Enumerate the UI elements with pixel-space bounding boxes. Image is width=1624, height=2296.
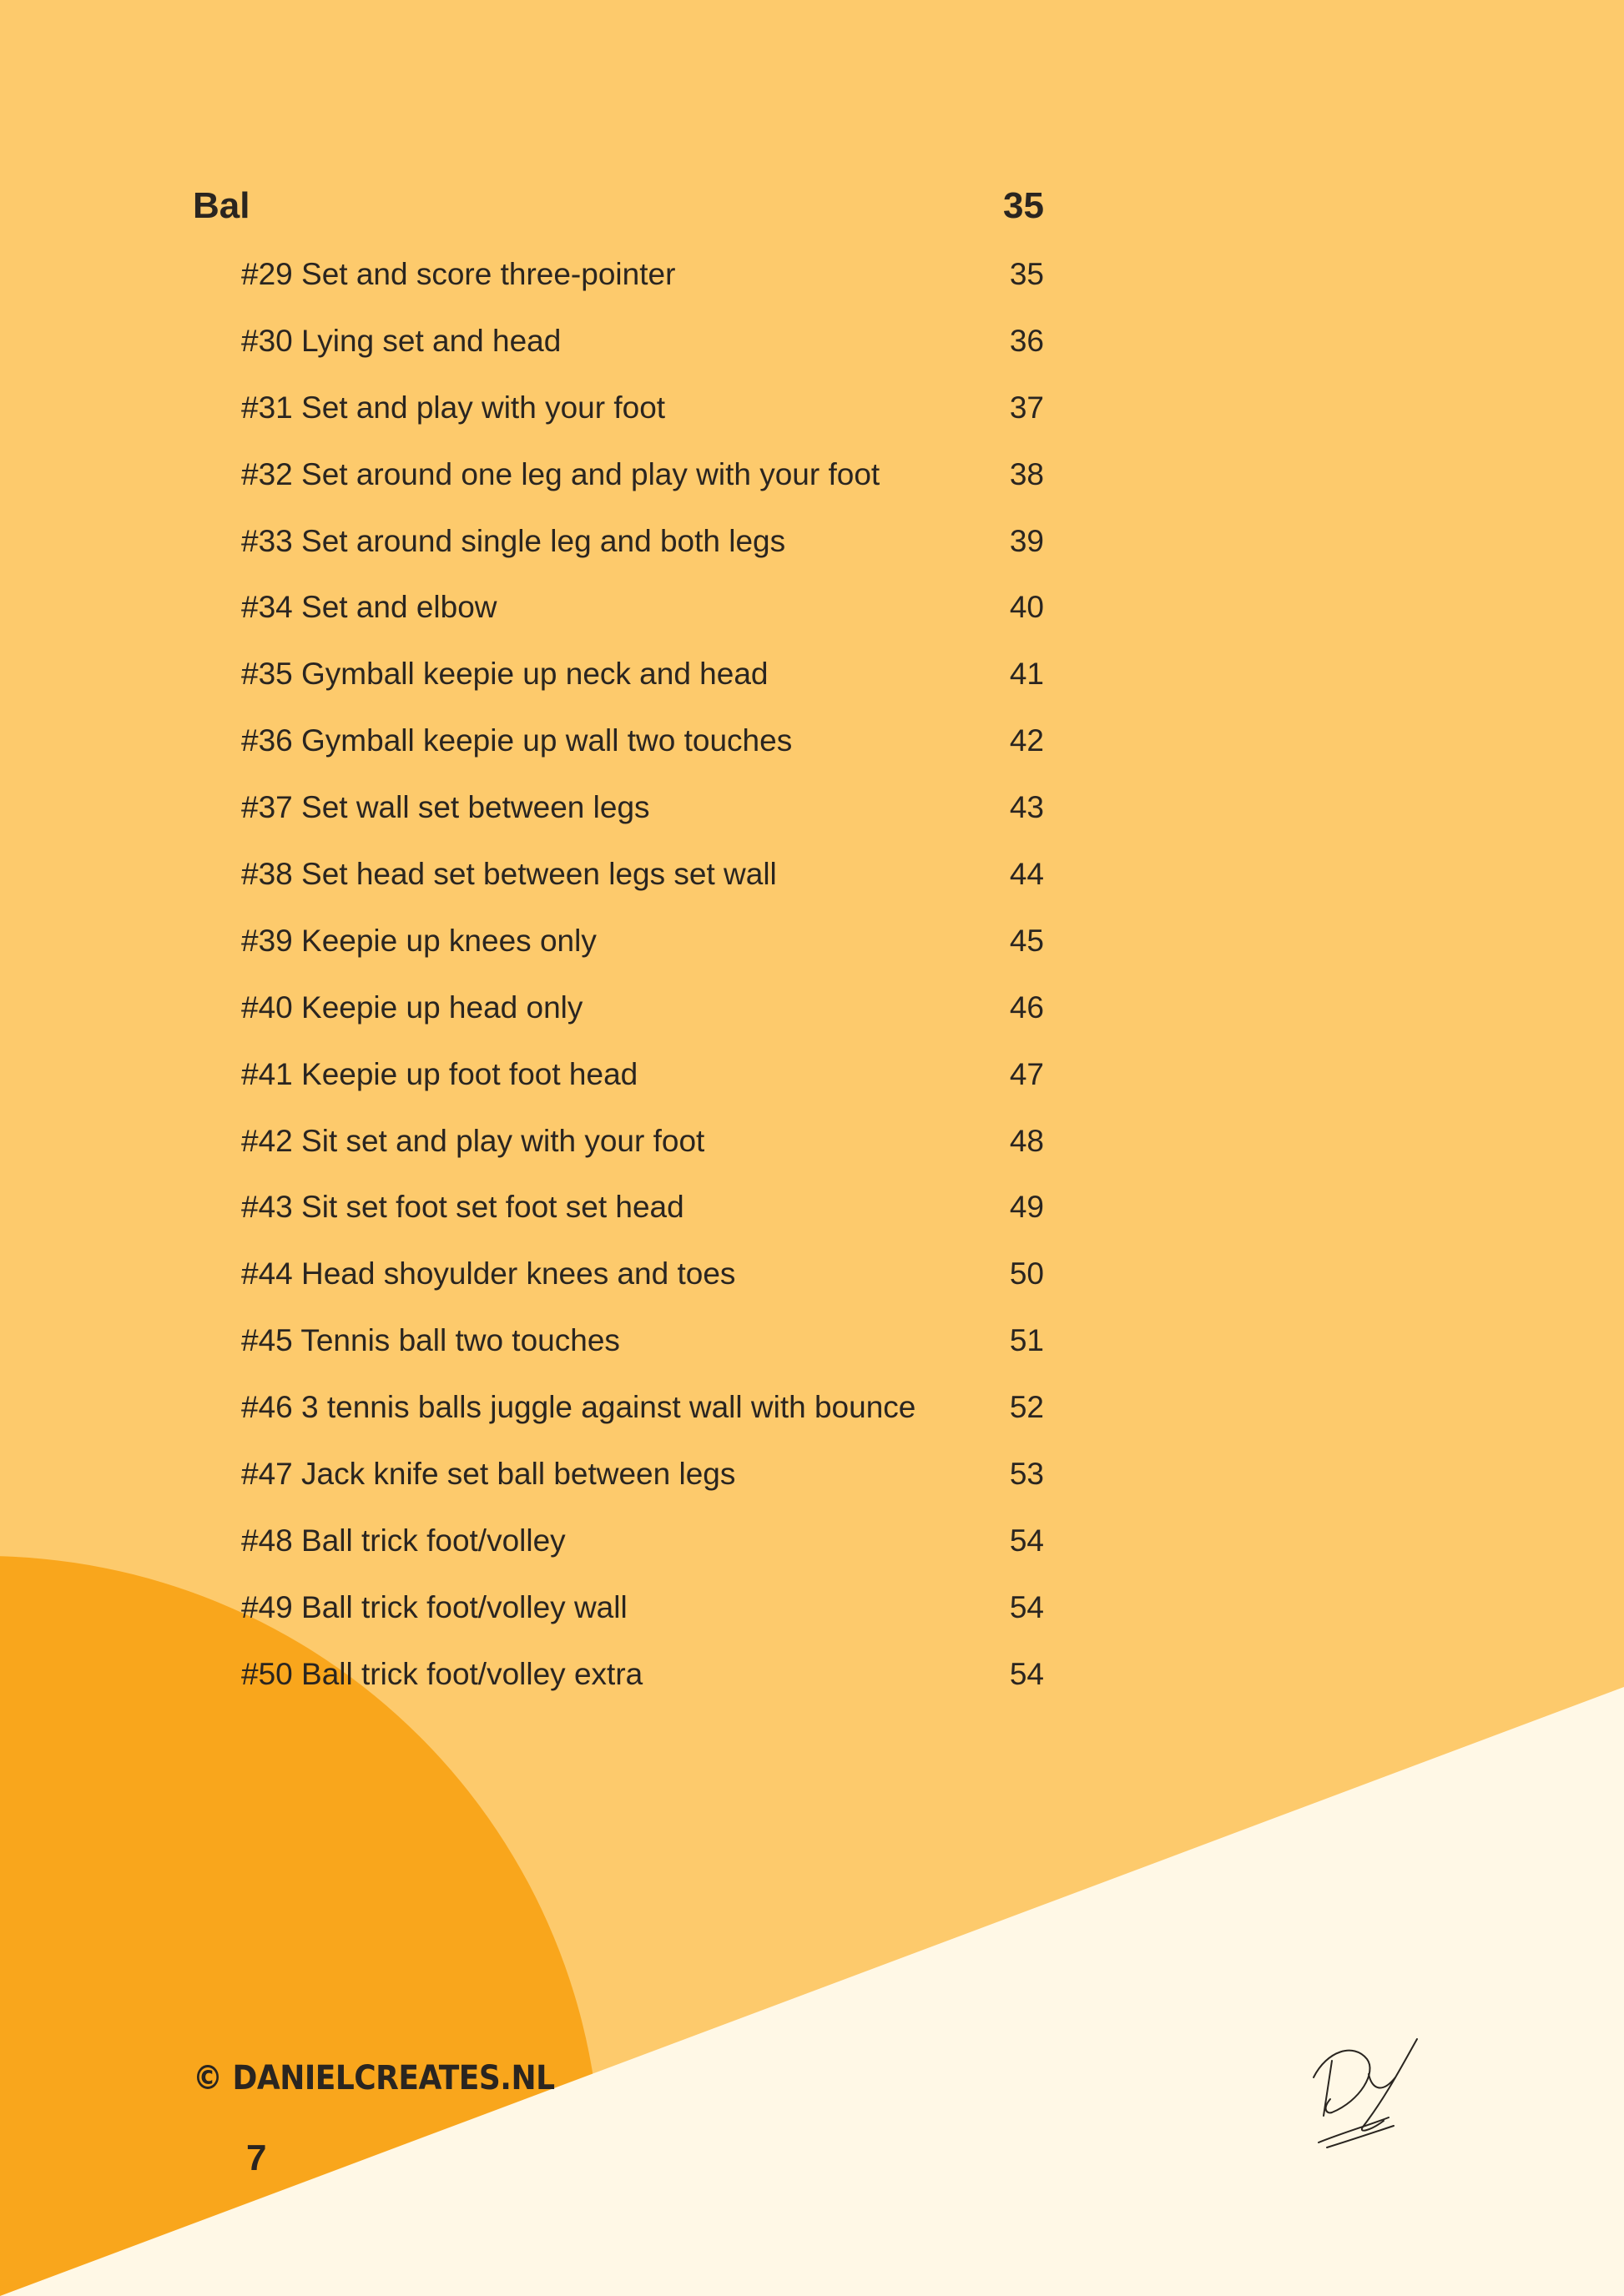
signature-logo (1302, 2027, 1427, 2152)
toc-entry[interactable] (193, 1657, 1044, 1724)
toc-entry[interactable] (193, 524, 1044, 591)
toc-entry-label: #33 Set around single leg and both legs (241, 523, 786, 558)
toc-entry-page: 40 (1009, 590, 1044, 625)
toc-entry-page: 54 (1009, 1656, 1044, 1691)
toc-entry-page: 44 (1009, 857, 1044, 892)
toc-entry-label: #31 Set and play with your foot (241, 390, 666, 425)
toc-entry-label: #30 Lying set and head (241, 323, 562, 358)
toc-entry-page: 46 (1009, 989, 1044, 1025)
toc-entry-page: 38 (1009, 456, 1044, 491)
toc-entry-label: #35 Gymball keepie up neck and head (241, 657, 769, 692)
toc-entry-label: #32 Set around one leg and play with your foot (241, 456, 880, 491)
toc-entry-page: 52 (1009, 1390, 1044, 1425)
toc-entry-page: 43 (1009, 790, 1044, 825)
toc-entry-label: #44 Head shoyulder knees and toes (241, 1256, 736, 1292)
toc-entry[interactable] (193, 790, 1044, 857)
toc-entry-label: #41 Keepie up foot foot head (241, 1056, 638, 1091)
section-heading[interactable] (193, 177, 1044, 240)
page-number: 7 (246, 2137, 267, 2178)
toc-entry-page: 42 (1009, 723, 1044, 758)
toc-entry[interactable] (193, 457, 1044, 524)
toc-entry-label: #43 Sit set foot set foot set head (241, 1190, 684, 1225)
toc-entry-page: 51 (1009, 1323, 1044, 1358)
toc-entry-label: #47 Jack knife set ball between legs (241, 1457, 736, 1492)
toc-entry[interactable] (193, 590, 1044, 657)
toc-entry[interactable] (193, 1390, 1044, 1457)
toc-entry[interactable] (193, 1523, 1044, 1590)
toc-entry[interactable] (193, 1256, 1044, 1323)
toc-entry-label: #48 Ball trick foot/volley (241, 1523, 566, 1558)
toc-entry-page: 50 (1009, 1256, 1044, 1292)
toc-entry[interactable] (193, 324, 1044, 390)
toc-entry[interactable] (193, 657, 1044, 723)
toc-entry-page: 49 (1009, 1190, 1044, 1225)
toc-entry-page: 45 (1009, 923, 1044, 958)
section-title: Bal (193, 185, 250, 226)
toc-entry-label: #34 Set and elbow (241, 590, 497, 625)
toc-entry-label: #42 Sit set and play with your foot (241, 1123, 705, 1158)
toc-entry[interactable] (193, 857, 1044, 924)
toc-entry[interactable] (193, 1590, 1044, 1657)
toc-entry-label: #36 Gymball keepie up wall two touches (241, 723, 793, 758)
toc-entry-page: 53 (1009, 1457, 1044, 1492)
toc-entry-page: 37 (1009, 390, 1044, 425)
toc-entry-page: 39 (1009, 523, 1044, 558)
toc-entry-label: #50 Ball trick foot/volley extra (241, 1656, 643, 1691)
toc-entry-label: #39 Keepie up knees only (241, 923, 597, 958)
toc-entry-page: 54 (1009, 1523, 1044, 1558)
copyright-notice: © DANIELCREATES.NL (193, 2059, 555, 2097)
toc-entry-label: #49 Ball trick foot/volley wall (241, 1589, 628, 1624)
toc-entry[interactable] (193, 1323, 1044, 1390)
toc-entry-page: 47 (1009, 1056, 1044, 1091)
section-page-number: 35 (1003, 185, 1044, 226)
toc-entry[interactable] (193, 924, 1044, 990)
toc-entry-page: 54 (1009, 1589, 1044, 1624)
table-of-contents (193, 177, 1044, 1724)
toc-entry-page: 36 (1009, 323, 1044, 358)
toc-entry-page: 48 (1009, 1123, 1044, 1158)
toc-entry-label: #38 Set head set between legs set wall (241, 857, 777, 892)
toc-entry-label: #37 Set wall set between legs (241, 790, 650, 825)
toc-entry-label: #45 Tennis ball two touches (241, 1323, 620, 1358)
toc-entry-page: 35 (1009, 257, 1044, 291)
toc-entry[interactable] (193, 1457, 1044, 1523)
toc-entry[interactable] (193, 1190, 1044, 1256)
toc-entry[interactable] (193, 990, 1044, 1057)
toc-entry-label: #29 Set and score three-pointer (241, 257, 676, 291)
toc-entry-page: 41 (1009, 657, 1044, 692)
entry-list (193, 257, 1044, 1724)
toc-entry-label: #46 3 tennis balls juggle against wall with bounce (241, 1390, 916, 1425)
toc-entry[interactable] (193, 1124, 1044, 1191)
toc-entry[interactable] (193, 390, 1044, 457)
toc-entry[interactable] (193, 723, 1044, 790)
toc-entry[interactable] (193, 257, 1044, 324)
toc-entry[interactable] (193, 1057, 1044, 1124)
toc-entry-label: #40 Keepie up head only (241, 989, 583, 1025)
